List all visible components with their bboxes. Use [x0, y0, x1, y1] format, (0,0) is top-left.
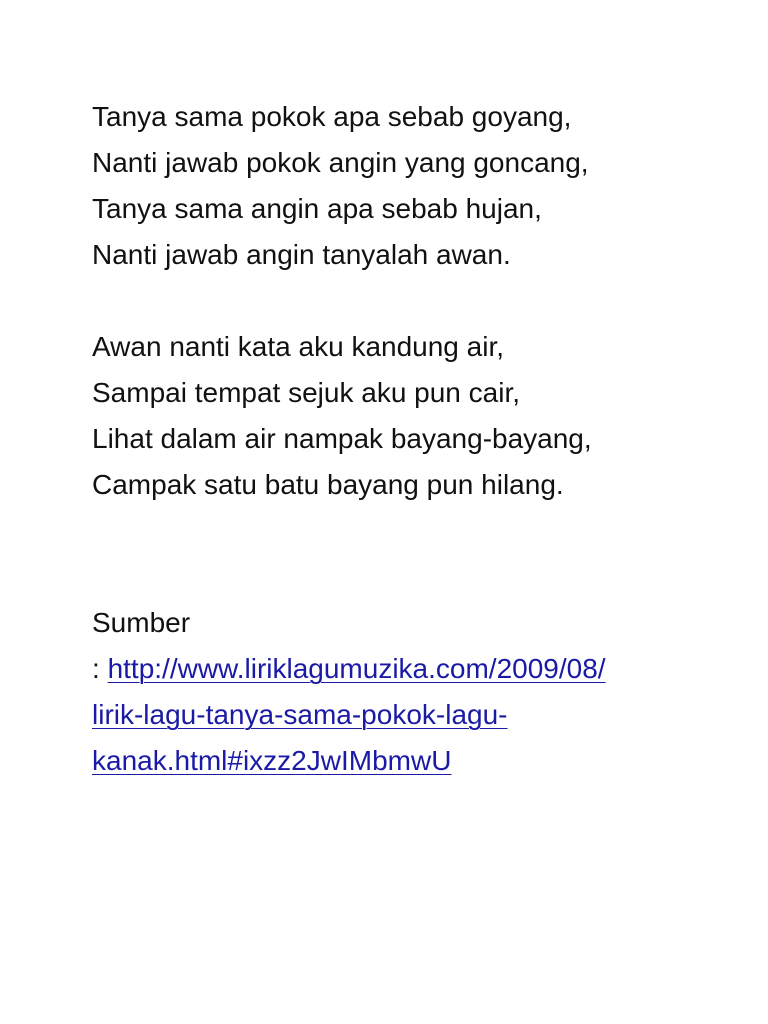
source-link-line-2	[92, 692, 732, 738]
source-link-part-3[interactable]: kanak.html#ixzz2JwIMbmwU	[92, 745, 452, 776]
stanza-1	[92, 94, 732, 278]
lyric-line: Lihat dalam air nampak bayang-bayang,	[92, 423, 592, 454]
stanza-2	[92, 324, 732, 508]
lyric-line: Nanti jawab angin tanyalah awan.	[92, 239, 511, 270]
lyric-line: Sampai tempat sejuk aku pun cair,	[92, 377, 521, 408]
source-prefix: :	[92, 653, 108, 684]
source-link-line-3	[92, 738, 732, 784]
lyric-line: Campak satu batu bayang pun hilang.	[92, 469, 564, 500]
lyric-line: Tanya sama pokok apa sebab goyang,	[92, 101, 572, 132]
lyrics-content	[92, 94, 732, 784]
source-section	[92, 600, 732, 784]
lyric-line: Nanti jawab pokok angin yang goncang,	[92, 147, 589, 178]
source-link-line-1	[92, 646, 732, 692]
source-link-part-1[interactable]: http://www.liriklagumuzika.com/2009/08/	[107, 653, 606, 684]
source-label: Sumber	[92, 607, 191, 638]
source-link-part-2[interactable]: lirik-lagu-tanya-sama-pokok-lagu-	[92, 699, 508, 730]
lyric-line: Tanya sama angin apa sebab hujan,	[92, 193, 542, 224]
lyric-line: Awan nanti kata aku kandung air,	[92, 331, 505, 362]
